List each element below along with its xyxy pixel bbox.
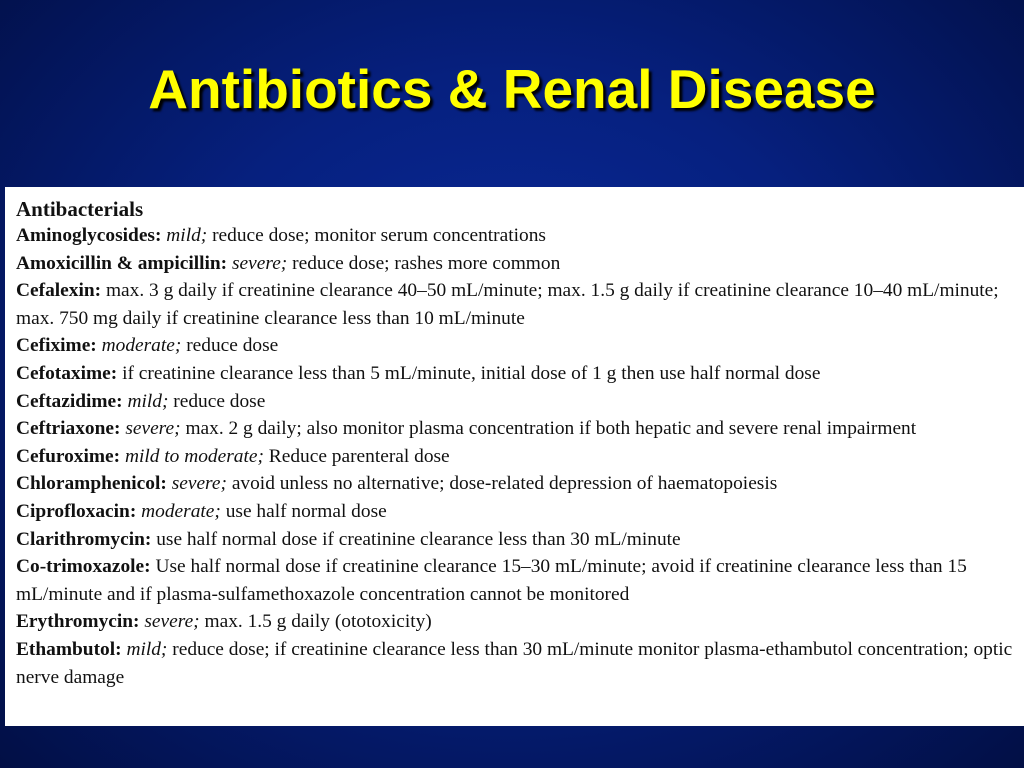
entry-erythromycin (16, 608, 1016, 636)
severity-label: severe; (232, 252, 288, 274)
severity-label: severe; (144, 611, 200, 633)
drug-name: Ceftazidime: (16, 390, 123, 412)
entry-cefuroxime (16, 443, 1016, 471)
severity-label: moderate; (101, 335, 182, 357)
drug-name: Aminoglycosides: (16, 225, 162, 246)
entry-ceftazidime (16, 388, 1016, 416)
entry-cefixime (16, 332, 1016, 360)
entry-text: Reduce parenteral dose (268, 445, 450, 467)
entry-text: max. 1.5 g daily (ototoxicity) (204, 611, 432, 633)
entry-co-trimoxazole (16, 553, 1016, 608)
entry-amoxicillin-ampicillin (16, 250, 1016, 278)
antibacterials-table-image (5, 187, 1024, 726)
severity-label: severe; (125, 418, 181, 440)
drug-name: Cefuroxime: (16, 445, 121, 467)
entry-text: reduce dose (173, 390, 266, 412)
severity-label: mild; (166, 225, 208, 246)
slide-title: Antibiotics & Renal Disease (148, 58, 876, 120)
entry-text: if creatinine clearance less than 5 mL/minute, initial dose of 1 g then use half normal dose (122, 362, 821, 384)
severity-label: mild; (126, 638, 168, 660)
entry-cefotaxime (16, 360, 1016, 388)
entry-list (16, 222, 1016, 691)
section-heading: Antibacterials (16, 197, 144, 221)
severity-label: mild; (127, 390, 169, 412)
entry-clarithromycin (16, 526, 1016, 554)
severity-label: severe; (171, 473, 227, 495)
drug-name: Erythromycin: (16, 611, 140, 633)
entry-ethambutol (16, 636, 1016, 691)
drug-name: Co-trimoxazole: (16, 556, 151, 578)
entry-text: use half normal dose (225, 500, 387, 522)
drug-name: Cefotaxime: (16, 362, 118, 384)
drug-name: Amoxicillin & ampicillin: (16, 252, 228, 274)
entry-text: avoid unless no alternative; dose-related depression of haematopoiesis (231, 473, 778, 495)
entry-text: reduce dose (186, 335, 279, 357)
severity-label: mild to moderate; (124, 445, 264, 467)
entry-text: reduce dose; if creatinine clearance less than 30 mL/minute monitor plasma-ethambutol concentration; optic nerve damage (16, 638, 1013, 688)
entry-text: max. 3 g daily if creatinine clearance 40–50 mL/minute; max. 1.5 g daily if creatinine clearance 10–40 mL/minute; max. 750 mg daily if creatinine clearance less than 10 mL/minute (16, 280, 999, 329)
drug-name: Ethambutol: (16, 638, 122, 660)
drug-name: Clarithromycin: (16, 528, 152, 550)
drug-name: Ceftriaxone: (16, 418, 121, 440)
entry-text: max. 2 g daily; also monitor plasma concentration if both hepatic and severe renal impairment (185, 418, 917, 440)
entry-text: reduce dose; rashes more common (292, 252, 561, 274)
drug-name: Chloramphenicol: (16, 473, 167, 495)
drug-name: Cefalexin: (16, 280, 102, 302)
entry-ciprofloxacin (16, 498, 1016, 526)
entry-aminoglycosides (16, 222, 1016, 250)
entry-cefalexin (16, 277, 1016, 332)
entry-text: reduce dose; monitor serum concentrations (212, 225, 546, 246)
drug-name: Cefixime: (16, 335, 97, 357)
entry-text: Use half normal dose if creatinine clearance 15–30 mL/minute; avoid if creatinine clearance less than 15 mL/minute and if plasma-sulfamethoxazole concentration cannot be monitored (16, 556, 967, 605)
severity-label: moderate; (141, 500, 221, 522)
entry-text: use half normal dose if creatinine clearance less than 30 mL/minute (156, 528, 681, 550)
entry-chloramphenicol (16, 470, 1016, 498)
drug-name: Ciprofloxacin: (16, 500, 137, 522)
entry-ceftriaxone (16, 415, 1016, 443)
